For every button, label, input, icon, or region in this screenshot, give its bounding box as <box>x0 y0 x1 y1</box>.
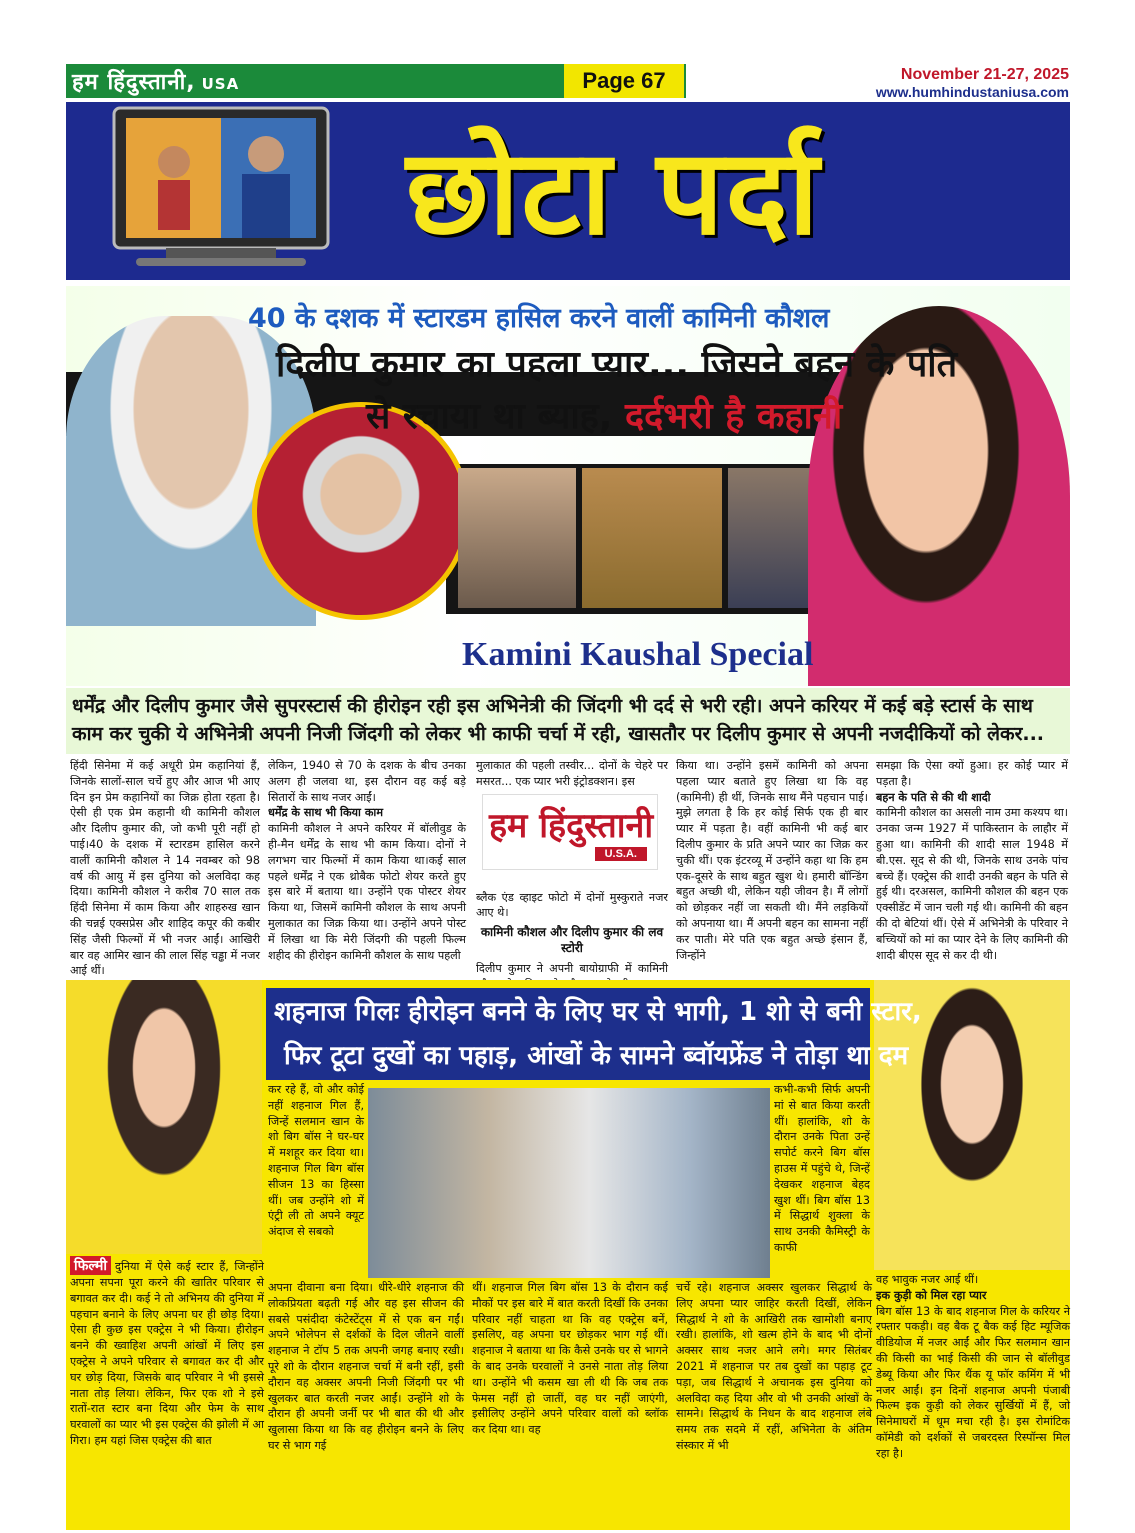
story1-subhead-marriage: बहन के पति से की थी शादी <box>876 790 991 804</box>
section-title: छोटा पर्दा <box>406 123 821 261</box>
story1-column-1: हिंदी सिनेमा में कई अधूरी प्रेम कहानियां हैं, जिनके सालों-साल चर्चे हुए और आज भी आए दिन इन प्रेम कहानियों का जिक्र होता रहता है। ऐसी ही एक प्रेम कहानी थी कामिनी कौशल और दिलीप कुमार की, जो कभी पूरी नहीं हो पाई।40 के दशक में स्टारडम हासिल करने वालीं कामिनी कौशल ने 14 नवम्बर को 98 वर्ष की आयु में इस दुनिया को अलविदा कह दिया। कामिनी कौशल ने करीब 70 साल तक हिंदी सिनेमा में काम किया और शाहरुख खान की चन्नई एक्सप्रेस और शाहिद कपूर की कबीर सिंह जैसी फिल्मों में भी नजर आईं। आखिरी बार वह आमिर खान की लाल सिंह चड्ढा में नजर आई थीं। <box>70 759 260 978</box>
story1-column-2 <box>268 758 466 970</box>
story2-column-2b: अपना दीवाना बना दिया। धीरे-धीरे शहनाज की लोकप्रियता बढ़ती गई और वह इस सीजन की सबसे पसंदीदा कंटेस्टेंट्स में से एक बन गईं। अपने भोलेपन से दर्शकों के दिल जीतने वालीं शहनाज ने टॉप 5 तक अपनी जगह बनाए रखी। पूरे शो के दौरान शहनाज चर्चा में बनी रहीं, इसी दौरान वह अक्सर अपनी निजी जिंदगी पर भी खुलकर बात करती नजर आईं। उन्होंने शो के दौरान ही अपनी जर्नी पर भी बात की थी और खुलासा किया था कि वह हीरोइन बनने के लिए घर से भाग गई <box>268 1281 464 1452</box>
television-icon <box>96 102 346 272</box>
story2-column-1-text: दुनिया में ऐसे कई स्टार हैं, जिन्होंने अपना सपना पूरा करने की खातिर परिवार से बगावत कर दी। कई ने तो अभिनय की दुनिया में पहचान बनाने के लिए अपना घर ही छोड़ दिया। ऐसा ही कुछ इस एक्ट्रेस ने भी किया। हीरोइन बनने की ख्वाहिश अपनी आंखों में लिए इस एक्ट्रेस ने अपने परिवार से बगावत कर दी और घर छोड़ दिया, जिसके बाद परिवार ने भी इससे नाता तोड़ लिया। लेकिन, फिर एक शो ने इसे रातों-रात स्टार बना दिया और फेम के साथ घरवालों का प्यार भी इस एक्ट्रेस की झोली में आ गिरा। हम यहां जिस एक्ट्रेस की बात <box>70 1260 264 1447</box>
website-link[interactable]: www.humhindustaniusa.com <box>875 84 1069 100</box>
story2-column-4a: कभी-कभी सिर्फ अपनी मां से बात किया करती थीं। हालांकि, शो के दौरान उनके पिता उन्हें सपोर्ट करने बिग बॉस हाउस में पहुंचे थे, जिन्हें देखकर शहनाज बेहद खुश थीं। बिग बॉस 13 में सिद्धार्थ शुक्ला के साथ उनकी कैमिस्ट्री के काफी <box>774 1083 870 1254</box>
story2-column-3: थीं। शहनाज गिल बिग बॉस 13 के दौरान कई मौकों पर इस बारे में बात करती दिखीं कि उनका परिवार नहीं चाहता था कि वह एक्ट्रेस बनें, इसलिए, वह अपना घर छोड़कर भाग गई थीं। शहनाज ने बताया था कि कैसे उनके घर से भागने के बाद उनके घरवालों ने उनसे नाता तोड़ लिया था। उन्होंने भी कसम खा ली थी कि जब तक फेमस नहीं हो जातीं, वह घर नहीं जाएंगी, इसीलिए उन्होंने अपने परिवार वालों को ब्लॉक कर दिया था। वह <box>472 1281 668 1437</box>
shehnaaz-gill-story <box>66 980 1070 1530</box>
story1-column-5-text-b: कामिनी कौशल का असली नाम उमा कश्यप था। उनका जन्म 1927 में पाकिस्तान के लाहौर में हुआ था। कामिनी की शादी साल 1948 में बी.एस. सूद से की थी, जिनके साथ उनके पांच बच्चे हैं। एक्ट्रेस की शादी उनकी बहन के पति से हुई थी। दरअसल, कामिनी कौशल की बहन एक एक्सीडेंट में जान चली गई थी। कामिनी की बहन की दो बेटियां थीं। ऐसे में अभिनेत्री के परिवार ने बच्चियों को मां का प्यार देने के लिए कामिनी की शादी बीएस सूद से कर दी थी। <box>876 806 1068 962</box>
story1-column-3-text: मुलाकात की पहली तस्वीर... दोनों के चेहरे पर मसरत... एक प्यार भरी इंट्रोडक्शन। इस <box>476 759 668 788</box>
issue-date: November 21-27, 2025 <box>900 66 1069 83</box>
story1-headline-line1: दिलीप कुमार का पहला प्यार... जिसने बहन के पति <box>276 344 958 385</box>
story1-headline-highlight: दर्दभरी है कहानी <box>624 396 843 437</box>
page-number: Page 67 <box>564 64 684 98</box>
story1-subhead-love-story: कामिनी कौशल और दिलीप कुमार की लव स्टोरी <box>480 925 664 955</box>
story2-headline-line1: शहनाज गिलः हीरोइन बनने के लिए घर से भागी, 1 शो से बनी स्टार, <box>274 997 922 1027</box>
logo-usa-tag: U.S.A. <box>595 847 647 861</box>
story1-column-2-text-b: कामिनी कौशल ने अपने करियर में बॉलीवुड के ही-मैन धर्मेंद्र के साथ भी काम किया। दोनों ने लगभग चार फिल्मों में काम किया था।कई साल पहले धर्मेंद्र ने एक थ्रोबैक फोटो शेयर करते हुए इस बारे में बताया था। उन्होंने एक पोस्टर शेयर किया था, जिसमें कामिनी कौशल के साथ अपनी मुलाकात का जिक्र किया था। उन्होंने अपने पोस्ट में लिखा था कि मेरी जिंदगी की पहली फिल्म शहीद की हीरोइन कामिनी कौशल के साथ पहली <box>268 822 466 962</box>
filmi-tag: फिल्मी <box>70 1256 111 1275</box>
special-label: Kamini Kaushal Special <box>462 636 814 673</box>
photo-family-group <box>368 1088 770 1278</box>
section-banner <box>66 102 1070 280</box>
story1-column-2-text: लेकिन, 1940 से 70 के दशक के बीच उनका अलग ही जलवा था, इस दौरान वह कई बड़े सितारों के साथ नजर आईं। <box>268 759 466 804</box>
story1-subheading: 40 के दशक में स्टारडम हासिल करने वालीं कामिनी कौशल <box>248 303 830 334</box>
story2-column-2a: कर रहे हैं, वो और कोई नहीं शहनाज गिल हैं, जिन्हें सलमान खान के शो बिग बॉस ने घर-घर में मशहूर कर दिया था। शहनाज गिल बिग बॉस सीजन 13 का हिस्सा थीं। जब उन्होंने शो में एंट्री ली तो अपने क्यूट अंदाज से सबको <box>268 1083 364 1239</box>
story2-column-1 <box>70 1256 264 1526</box>
story1-column-4: किया था। उन्होंने इसमें कामिनी को अपना पहला प्यार बताते हुए लिखा था कि वह (कामिनी) ही थीं, जिनके साथ मैंने पहचान पाई। मुझे लगता है कि हर कोई सिर्फ एक ही बार प्यार में पड़ता है। वहीं कामिनी भी कई बार दिलीप कुमार के प्रति अपने प्यार का जिक्र कर चुकी थीं। एक इंटरव्यू में उन्होंने कहा था कि हम एक-दूसरे के साथ बहुत खुश थे। हमारी बॉन्डिंग बहुत अच्छी थी, लेकिन यही जीवन है। मैं लोगों को छोड़कर नहीं जा सकती थी। मैंने लड़कियों को अपनाया था। मैं अपनी बहन का सामना नहीं कर पाती। मेरे पति एक बहुत अच्छे इंसान हैं, जिन्होंने <box>676 759 868 962</box>
story1-column-3-text-b: ब्लैक एंड व्हाइट फोटो में दोनों मुस्कुराते नजर आए थे। <box>476 890 668 920</box>
story1-columns <box>66 758 1070 978</box>
kamini-kaushal-story <box>66 286 1070 686</box>
story2-column-5-text: वह भावुक नजर आई थीं। <box>876 1273 979 1286</box>
photo-shehnaaz-left <box>66 980 262 1254</box>
story2-headline-line2: फिर टूटा दुखों का पहाड़, आंखों के सामने ब्वॉयफ्रेंड ने तोड़ा था दम <box>284 1041 909 1071</box>
story2-column-4b: चर्चे रहे। शहनाज अक्सर खुलकर सिद्धार्थ के लिए अपना प्यार जाहिर करती दिखीं, लेकिन सिद्धार्थ ने शो के आखिरी तक खामोशी बनाए रखी। हालांकि, शो खत्म होने के बाद भी दोनों अक्सर साथ नजर आने लगे। मगर सितंबर 2021 में शहनाज पर तब दुखों का पहाड़ टूट पड़ा, जब सिद्धार्थ ने अचानक इस दुनिया को अलविदा कह दिया और वो भी उनकी आंखों के सामने। सिद्धार्थ के निधन के बाद शहनाज लंबे समय तक सदमे में रहीं, अभिनेता के अंतिम संस्कार में भी <box>676 1281 872 1452</box>
brand-suffix: USA <box>201 75 240 93</box>
story1-column-3-text-c: दिलीप कुमार ने अपनी बायोग्राफी में कामिनी <box>476 961 668 975</box>
story1-lead: धर्मेंद्र और दिलीप कुमार जैसे सुपरस्टार्स की हीरोइन रही इस अभिनेत्री की जिंदगी भी दर्द से भरी रही। अपने करियर में कई बड़े स्टार्स के साथ काम कर चुकी ये अभिनेत्री अपनी निजी जिंदगी को लेकर भी काफी चर्चा में रही, खासतौर पर दिलीप कुमार से अपनी नजदीकियों को लेकर... <box>66 688 1070 754</box>
story2-column-5-text-b: बिग बॉस 13 के बाद शहनाज गिल के करियर ने रफ्तार पकड़ी। वह बैक टू बैक कई हिट म्यूजिक वीडियोज में नजर आईं और फिर सलमान खान की किसी का भाई किसी की जान से बॉलीवुड डेब्यू किया और फिर थैंक यू फॉर कमिंग में भी नजर आईं। इन दिनों शहनाज अपनी पंजाबी फिल्म इक कुड़ी को लेकर सुर्खियों में हैं, जो सिनेमाघरों में धूम मचा रही है। इस रोमांटिक कॉमेडी को दर्शकों से जबरदस्त रिस्पॉन्स मिल रहा है। <box>876 1304 1070 1460</box>
logo-wordmark: हम हिंदुस्तानी <box>489 806 654 846</box>
brand-name: हम हिंदुस्तानी, <box>72 70 196 95</box>
story2-subhead-ik-kudi: इक कुड़ी को मिल रहा प्यार <box>876 1288 987 1302</box>
story1-column-5 <box>876 758 1068 970</box>
story1-headline-line2 <box>366 390 842 439</box>
story2-column-5 <box>876 1272 1070 1526</box>
story1-column-5-text: समझा कि ऐसा क्यों हुआ। हर कोई प्यार में पड़ता है। <box>876 759 1068 788</box>
publication-logo <box>482 794 658 870</box>
story1-headline-part: से रचाया था ब्याह, <box>366 396 613 437</box>
photo-group-2 <box>582 468 722 608</box>
photo-group-1 <box>458 468 576 608</box>
story1-subhead-dharmendra: धर्मेंद्र के साथ भी किया काम <box>268 806 384 820</box>
masthead-brand <box>72 66 239 96</box>
